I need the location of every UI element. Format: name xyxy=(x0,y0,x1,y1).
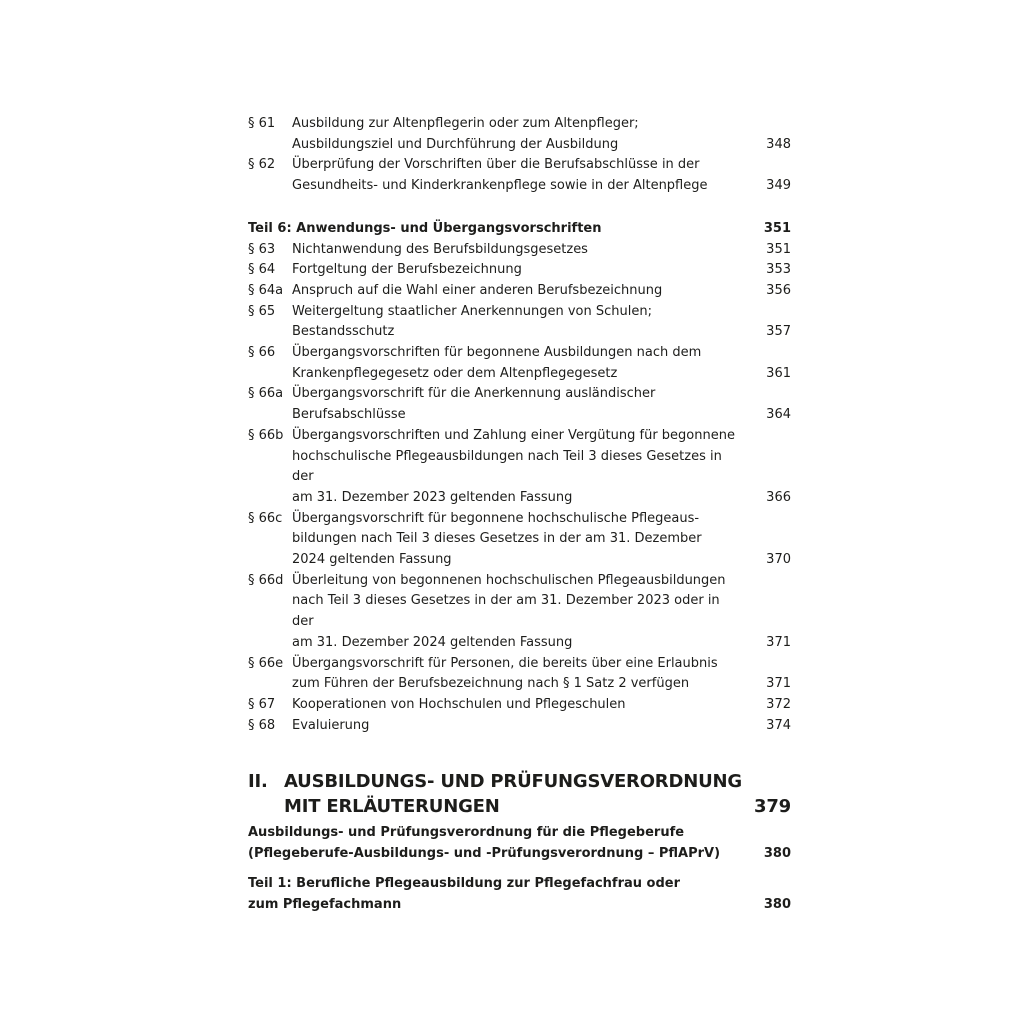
toc-entry-68 xyxy=(248,716,791,737)
section-number: § 66d xyxy=(248,572,284,588)
page-number: 351 xyxy=(766,241,791,257)
part-title-line: zum Pflegefachmann xyxy=(248,896,402,912)
section-number: § 65 xyxy=(248,303,276,319)
page-number: 380 xyxy=(763,896,791,912)
toc-entry-66b xyxy=(248,426,791,509)
part-title-line: Teil 1: Berufliche Pflegeausbildung zur Pflegefachfrau oder xyxy=(248,875,681,891)
section-title-line: Berufsabschlüsse xyxy=(292,407,406,423)
section-title-line: Ausbildung zur Altenpflegerin oder zum Altenpfleger; xyxy=(292,116,639,131)
toc-entry-66a xyxy=(248,384,791,425)
page-number: 349 xyxy=(766,178,791,194)
section-title-line: Überleitung von begonnenen hochschulischen Pflegeausbildungen xyxy=(292,572,726,588)
page-number: 351 xyxy=(763,220,791,236)
regulation-title-line: Ausbildungs- und Prüfungsverordnung für die Pflegeberufe xyxy=(248,825,685,841)
table-of-contents xyxy=(248,114,791,915)
toc-entry-62 xyxy=(248,155,791,196)
section-number: § 66b xyxy=(248,427,284,443)
section-number: § 66e xyxy=(248,655,284,671)
page-number: 371 xyxy=(766,634,791,650)
toc-entry-64a xyxy=(248,281,791,302)
page-number: 372 xyxy=(766,696,791,712)
toc-entry-66d xyxy=(248,571,791,654)
section-title-line: zum Führen der Berufsbezeichnung nach § 1 Satz 2 verfügen xyxy=(292,676,690,692)
section-title-line: hochschulische Pflegeausbildungen nach Teil 3 dieses Gesetzes in der xyxy=(292,448,722,485)
section-title-line: Überprüfung der Vorschriften über die Berufsabschlüsse in der xyxy=(292,157,700,173)
page-number: 348 xyxy=(766,136,791,152)
section-title-line: bildungen nach Teil 3 dieses Gesetzes in der am 31. Dezember xyxy=(292,531,702,547)
section-title-line: Fortgeltung der Berufsbezeichnung xyxy=(292,262,522,278)
section-title-line: Übergangsvorschriften für begonnene Ausbildungen nach dem xyxy=(292,345,702,361)
toc-entry-63 xyxy=(248,240,791,261)
section-title-line: Weitergeltung staatlicher Anerkennungen von Schulen; xyxy=(292,303,652,319)
page-number: 353 xyxy=(766,262,791,278)
section-number: § 61 xyxy=(248,116,276,131)
section-title-line: am 31. Dezember 2023 geltenden Fassung xyxy=(292,489,573,505)
toc-entry-66 xyxy=(248,343,791,384)
section-number: § 63 xyxy=(248,241,276,257)
section-title-line: Bestandsschutz xyxy=(292,324,395,340)
page-number: 356 xyxy=(766,282,791,298)
section-title-line: Anspruch auf die Wahl einer anderen Berufsbezeichnung xyxy=(292,282,663,298)
section-number: § 66 xyxy=(248,345,276,361)
section-title-line: am 31. Dezember 2024 geltenden Fassung xyxy=(292,634,573,650)
section-number: § 62 xyxy=(248,157,276,173)
section-title-line: Kooperationen von Hochschulen und Pflegeschulen xyxy=(292,696,626,712)
section-title-line: 2024 geltenden Fassung xyxy=(292,552,452,568)
section-title-line: Übergangsvorschrift für die Anerkennung ausländischer xyxy=(292,386,656,402)
toc-regulation-heading xyxy=(248,823,791,864)
section-title-line: Übergangsvorschrift für begonnene hochschulische Pflegeaus- xyxy=(292,510,700,526)
page-number: 366 xyxy=(766,489,791,505)
part-title: Teil 6: Anwendungs- und Übergangsvorschriften xyxy=(248,220,602,236)
toc-entry-64 xyxy=(248,260,791,281)
section-title-line: Gesundheits- und Kinderkrankenpflege sowie in der Altenpflege xyxy=(292,178,708,194)
section-title-line: Übergangsvorschrift für Personen, die bereits über eine Erlaubnis xyxy=(292,655,718,671)
section-number: § 67 xyxy=(248,696,276,712)
page-number: 371 xyxy=(766,676,791,692)
toc-part-6-heading xyxy=(248,219,791,240)
toc-entry-65 xyxy=(248,302,791,343)
section-number: § 66c xyxy=(248,510,283,526)
toc-part-1-heading xyxy=(248,874,791,915)
regulation-title-line: (Pflegeberufe-Ausbildungs- und -Prüfungsverordnung – PflAPrV) xyxy=(248,846,721,862)
toc-entry-66e xyxy=(248,654,791,695)
toc-entry-67 xyxy=(248,695,791,716)
chapter-number: II. xyxy=(248,771,268,793)
page-number: 361 xyxy=(766,365,791,381)
page-number: 379 xyxy=(754,796,791,818)
page-number: 364 xyxy=(766,407,791,423)
toc-entry-66c xyxy=(248,509,791,571)
section-title-line: Nichtanwendung des Berufsbildungsgesetzes xyxy=(292,241,588,257)
section-title-line: Ausbildungsziel und Durchführung der Ausbildung xyxy=(292,136,619,152)
section-number: § 64a xyxy=(248,282,284,298)
section-title-line: nach Teil 3 dieses Gesetzes in der am 31. Dezember 2023 oder in der xyxy=(292,593,720,630)
page-number: 370 xyxy=(766,552,791,568)
section-title-line: Krankenpflegegesetz oder dem Altenpflegegesetz xyxy=(292,365,618,381)
section-number: § 66a xyxy=(248,386,284,402)
section-number: § 68 xyxy=(248,717,276,733)
section-title-line: Übergangsvorschriften und Zahlung einer Vergütung für begonnene xyxy=(292,427,735,443)
page-number: 380 xyxy=(763,846,791,862)
page-number: 357 xyxy=(766,324,791,340)
chapter-title-line: AUSBILDUNGS- UND PRÜFUNGSVERORDNUNG xyxy=(284,771,742,793)
chapter-heading xyxy=(248,769,791,819)
section-title-line: Evaluierung xyxy=(292,717,370,733)
section-number: § 64 xyxy=(248,262,276,278)
page-number: 374 xyxy=(766,717,791,733)
chapter-title-line: MIT ERLÄUTERUNGEN xyxy=(284,796,500,818)
toc-entry-61 xyxy=(248,114,791,155)
